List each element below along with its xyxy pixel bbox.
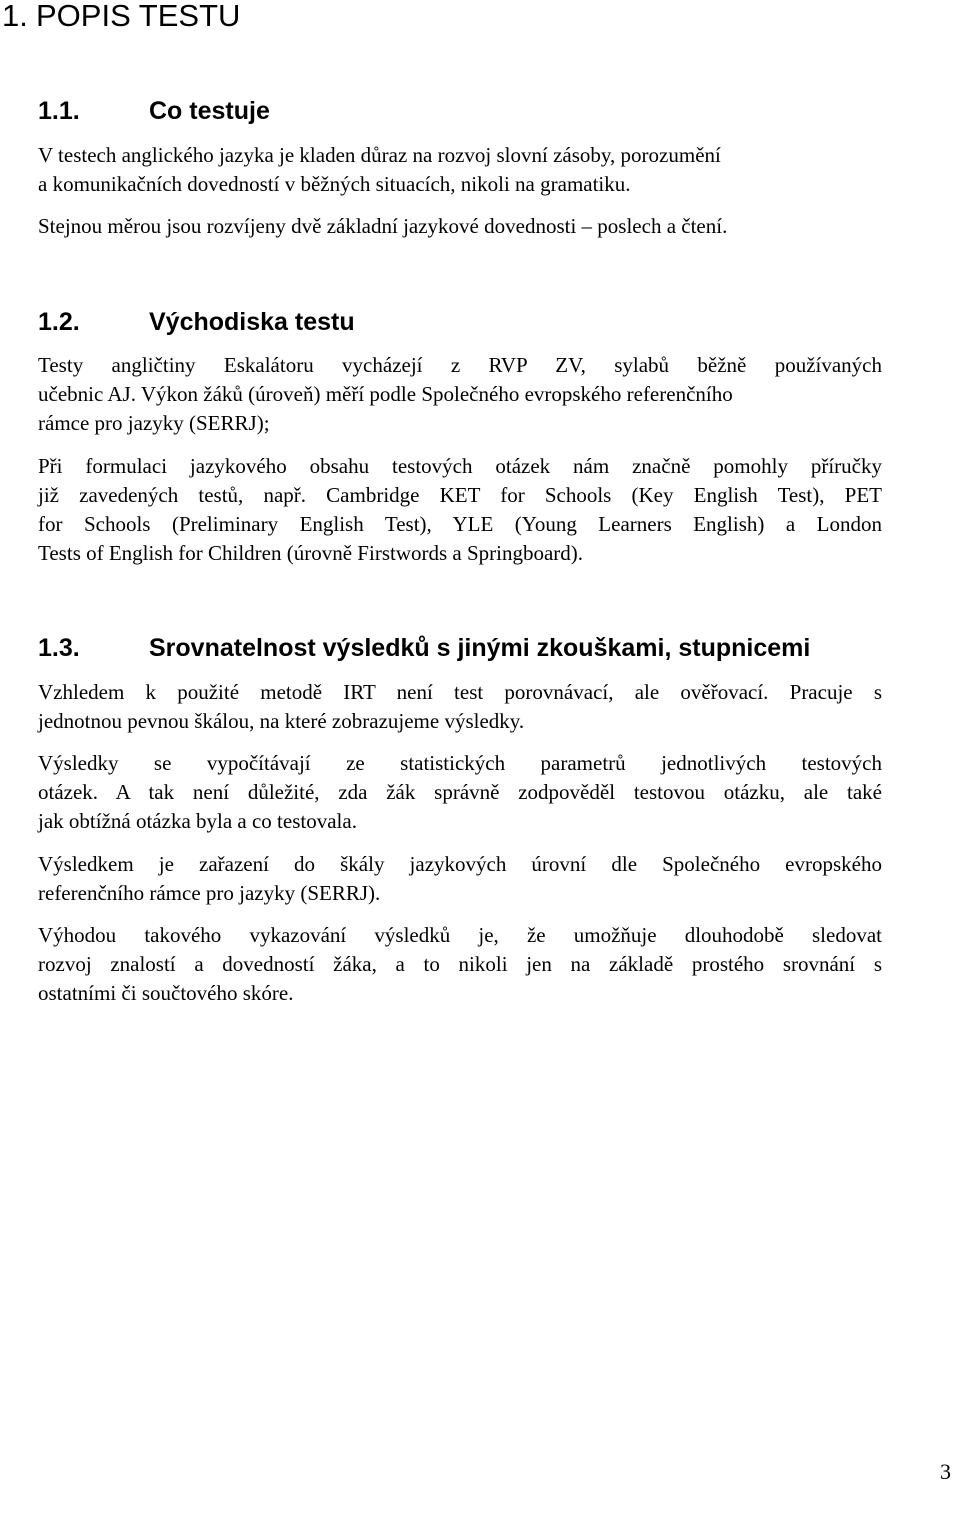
paragraph [38,141,882,199]
text-line: jak obtížná otázka byla a co testovala. [38,809,357,833]
text-line: for Schools (Preliminary English Test), YLE (Young Learners English) a London [38,512,882,536]
paragraph [38,351,882,438]
subsection-heading-1-3 [38,632,810,664]
text-line: Stejnou měrou jsou rozvíjeny dvě základní jazykové dovednosti – poslech a čtení. [38,214,728,238]
section-number: 1. [2,0,28,33]
text-line: Výsledkem je zařazení do škály jazykových úrovní dle Společného evropského [38,852,882,876]
paragraph [38,212,882,241]
text-line: Tests of English for Children (úrovně Firstwords a Springboard). [38,541,584,565]
subsection-number: 1.1. [38,97,80,125]
subsection-heading-1-1 [38,95,270,127]
text-line: již zavedených testů, např. Cambridge KET for Schools (Key English Test), PET [38,483,882,507]
text-line: učebnic AJ. Výkon žáků (úroveň) měří podle Společného evropského referenčního [38,382,733,406]
page-number: 3 [940,1459,951,1484]
paragraph [38,452,882,568]
text-line: Při formulaci jazykového obsahu testových otázek nám značně pomohly příručky [38,454,882,478]
section-title: POPIS TESTU [36,0,241,33]
subsection-heading-1-2 [38,306,355,338]
text-line: Výhodou takového vykazování výsledků je, že umožňuje dlouhodobě sledovat [38,923,882,947]
text-line: jednotnou pevnou škálou, na které zobrazujeme výsledky. [38,709,525,733]
subsection-number: 1.3. [38,634,80,662]
paragraph [38,678,882,736]
subsection-number: 1.2. [38,308,80,336]
text-line: Vzhledem k použité metodě IRT není test porovnávací, ale ověřovací. Pracuje s [38,680,882,704]
text-line: rozvoj znalostí a dovedností žáka, a to nikoli jen na základě prostého srovnání s [38,952,882,976]
text-line: otázek. A tak není důležité, zda žák správně zodpověděl testovou otázku, ale také [38,780,882,804]
paragraph [38,749,882,836]
paragraph [38,921,882,1008]
subsection-title: Srovnatelnost výsledků s jinými zkouškami, stupnicemi [149,634,811,662]
text-line: referenčního rámce pro jazyky (SERRJ). [38,881,381,905]
section-heading [2,0,240,36]
text-line: V testech anglického jazyka je kladen důraz na rozvoj slovní zásoby, porozumění [38,143,721,167]
text-line: rámce pro jazyky (SERRJ); [38,411,270,435]
text-line: Testy angličtiny Eskalátoru vycházejí z RVP ZV, sylabů běžně používaných [38,353,882,377]
paragraph [38,850,882,908]
text-line: a komunikačních dovedností v běžných situacích, nikoli na gramatiku. [38,172,631,196]
subsection-title: Východiska testu [149,308,355,336]
subsection-title: Co testuje [149,97,270,125]
text-line: ostatními či součtového skóre. [38,981,294,1005]
text-line: Výsledky se vypočítávají ze statistických parametrů jednotlivých testových [38,751,882,775]
